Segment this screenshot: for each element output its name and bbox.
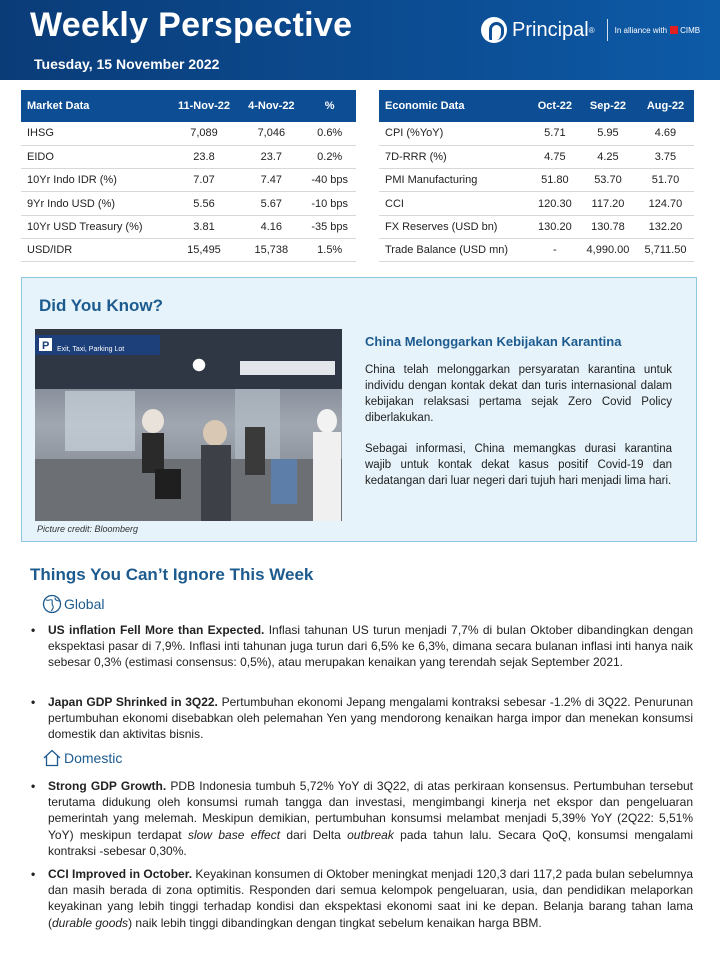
photo-illustration [35,329,342,521]
table-cell: 130.20 [531,215,579,238]
table-cell: 3.81 [169,215,240,238]
table-cell: 7,046 [239,122,303,145]
table-row [379,169,694,192]
table-cell: 53.70 [579,169,637,192]
table-cell: 130.78 [579,215,637,238]
table-cell: 7,089 [169,122,240,145]
photo-credit: Picture credit: Bloomberg [37,524,139,534]
table-row [379,238,694,261]
table-cell: 7.07 [169,169,240,192]
bullet-icon: • [31,695,36,709]
table-header-row [21,90,356,122]
domestic-subheading [42,748,122,768]
list-item: • CCI Improved in October. Keyakinan konsumen di Oktober meningkat menjadi 120,3 dari 117,2 pada bulan sebelumnya dan masih berada di zona optimitis. Responden dari semua kelompok pengeluaran, usia, dan pendidikan melaporkan keyakinan yang lebih tinggi terhadap kondisi dan ekspektasi ekonomi saat ini ke depan. Belanja barang tahan lama (durable goods) naik lebih tinggi dibandingkan dengan tingkat sebelum kenaikan harga BBM. [31,867,693,930]
table-cell: -40 bps [303,169,356,192]
table-header-row [379,90,694,122]
table-row [379,145,694,168]
table-cell: 5.67 [239,192,303,215]
airport-quarantine-photo [35,329,342,521]
table-cell: 5,711.50 [637,238,694,261]
list-item: • Strong GDP Growth. PDB Indonesia tumbuh 5,72% YoY di 3Q22, di atas perkiraan konsensus. Pertumbuhan tersebut terutama didukung oleh konsumsi rumah tangga dan investasi, mengimbangi kinerja net ekspor dan pengeluaran pemerintah yang melemah. Meskipun demikian, pertumbuhan konsumsi melambat menjadi 5,39% YoY (2Q22: 5,51% YoY) meskipun terdapat slow base effect dari Delta outbreak pada tahun lalu. Secara QoQ, konsumsi mengalami kontraksi -sebesar 0,30%. [31,779,694,858]
alliance-text: In alliance with CIMB [614,25,701,35]
table-cell: 9Yr Indo USD (%) [21,192,169,215]
table-cell: 7.47 [239,169,303,192]
table-cell: 5.95 [579,122,637,145]
table-row [21,122,356,145]
table-cell: 124.70 [637,192,694,215]
table-header-cell: Aug-22 [637,90,694,122]
globe-icon [42,594,62,614]
table-cell: 7D-RRR (%) [379,145,531,168]
bullet-icon: • [31,867,36,881]
table-cell: 15,495 [169,238,240,261]
table-cell: CPI (%YoY) [379,122,531,145]
header-banner [0,0,720,80]
item-heading: US inflation Fell More than Expected. [48,623,265,637]
bullet-icon: • [31,779,36,793]
table-cell: 23.7 [239,145,303,168]
table-header-cell: 4-Nov-22 [239,90,303,122]
table-row [21,215,356,238]
table-cell: 23.8 [169,145,240,168]
table-header-cell: Market Data [21,90,169,122]
table-row [21,238,356,261]
table-row [21,145,356,168]
principal-logo-icon [481,17,507,43]
did-you-know-title: Did You Know? [39,296,164,315]
item-body: Pertumbuhan ekonomi Jepang mengalami kontraksi sebesar -1.2% di 3Q22. Penurunan pertumbuhan ekonomi disebabkan oleh pelemahan Yen yang mendorong kenaikan harga impor dan menekan konsumsi domestik dan aktivitas bisnis. [48,695,693,742]
table-cell: 10Yr USD Treasury (%) [21,215,169,238]
house-icon [42,748,62,768]
table-cell: 4.16 [239,215,303,238]
table-cell: 4.75 [531,145,579,168]
table-header-cell: Economic Data [379,90,531,122]
table-cell: 5.71 [531,122,579,145]
table-header-cell: % [303,90,356,122]
table-cell: USD/IDR [21,238,169,261]
global-label: Global [64,596,105,612]
table-cell: 1.5% [303,238,356,261]
item-body: Inflasi tahunan US turun menjadi 7,7% di bulan Oktober dibandingkan dengan ekspektasi pasar di 7,9%. Inflasi inti tahunan juga turun dari 6,5% ke 6,3%, dimana secara bulanan inflasi inti hanya naik sebesar 0,3% (estimasi consensus: 0,5%), atau merupakan kenaikan yang terendah sejak September 2021. [48,623,693,670]
table-cell: 4.69 [637,122,694,145]
table-cell: -35 bps [303,215,356,238]
section-title: Things You Can’t Ignore This Week [30,565,314,584]
item-heading: Strong GDP Growth. [48,779,167,793]
market-data-table [21,90,356,262]
svg-text:P: P [42,340,50,352]
economic-data-table [379,90,694,262]
table-cell: 0.6% [303,122,356,145]
table-row [379,215,694,238]
table-cell: PMI Manufacturing [379,169,531,192]
table-cell: 15,738 [239,238,303,261]
table-cell: 120.30 [531,192,579,215]
table-cell: 5.56 [169,192,240,215]
table-row [379,192,694,215]
article-paragraph: China telah melonggarkan persyaratan karantina untuk individu dengan kontak dekat dan turis internasional dalam kebijakan relaksasi pertama sejak Zero Covid Policy diberlakukan. [365,364,672,424]
table-row [21,192,356,215]
table-cell: 4.25 [579,145,637,168]
item-heading: CCI Improved in October. [48,867,193,881]
table-cell: 3.75 [637,145,694,168]
table-cell: 51.80 [531,169,579,192]
table-header-cell: 11-Nov-22 [169,90,240,122]
table-cell: IHSG [21,122,169,145]
article-subtitle: China Melonggarkan Kebijakan Karantina [365,334,622,349]
domestic-label: Domestic [64,750,123,766]
table-row [21,169,356,192]
brand-lockup: Principal ® In alliance with CIMB [481,17,700,43]
table-cell: CCI [379,192,531,215]
did-you-know-panel [21,277,697,542]
table-cell: -10 bps [303,192,356,215]
table-cell: Trade Balance (USD mn) [379,238,531,261]
brand-name: Principal [512,18,589,41]
table-cell: FX Reserves (USD bn) [379,215,531,238]
cimb-logo-icon [670,26,678,34]
table-row [379,122,694,145]
bullet-icon: • [31,623,36,637]
table-cell: - [531,238,579,261]
table-cell: 0.2% [303,145,356,168]
item-heading: Japan GDP Shrinked in 3Q22. [48,695,218,709]
table-header-cell: Sep-22 [579,90,637,122]
publication-date: Tuesday, 15 November 2022 [34,56,220,72]
photo-sign-text: Exit, Taxi, Parking Lot [57,346,125,353]
table-cell: 117.20 [579,192,637,215]
table-cell: 4,990.00 [579,238,637,261]
global-subheading [42,594,104,614]
table-cell: 10Yr Indo IDR (%) [21,169,169,192]
list-item [31,694,693,743]
table-cell: EIDO [21,145,169,168]
table-cell: 51.70 [637,169,694,192]
table-cell: 132.20 [637,215,694,238]
page-title: Weekly Perspective [30,6,353,44]
article-paragraph: Sebagai informasi, China memangkas durasi karantina wajib untuk kontak dekat kasus positif Covid-19 dan kedatangan dari luar negeri dari tujuh hari menjadi lima hari. [365,443,672,487]
table-header-cell: Oct-22 [531,90,579,122]
brand-divider [607,19,608,41]
list-item [31,622,693,671]
